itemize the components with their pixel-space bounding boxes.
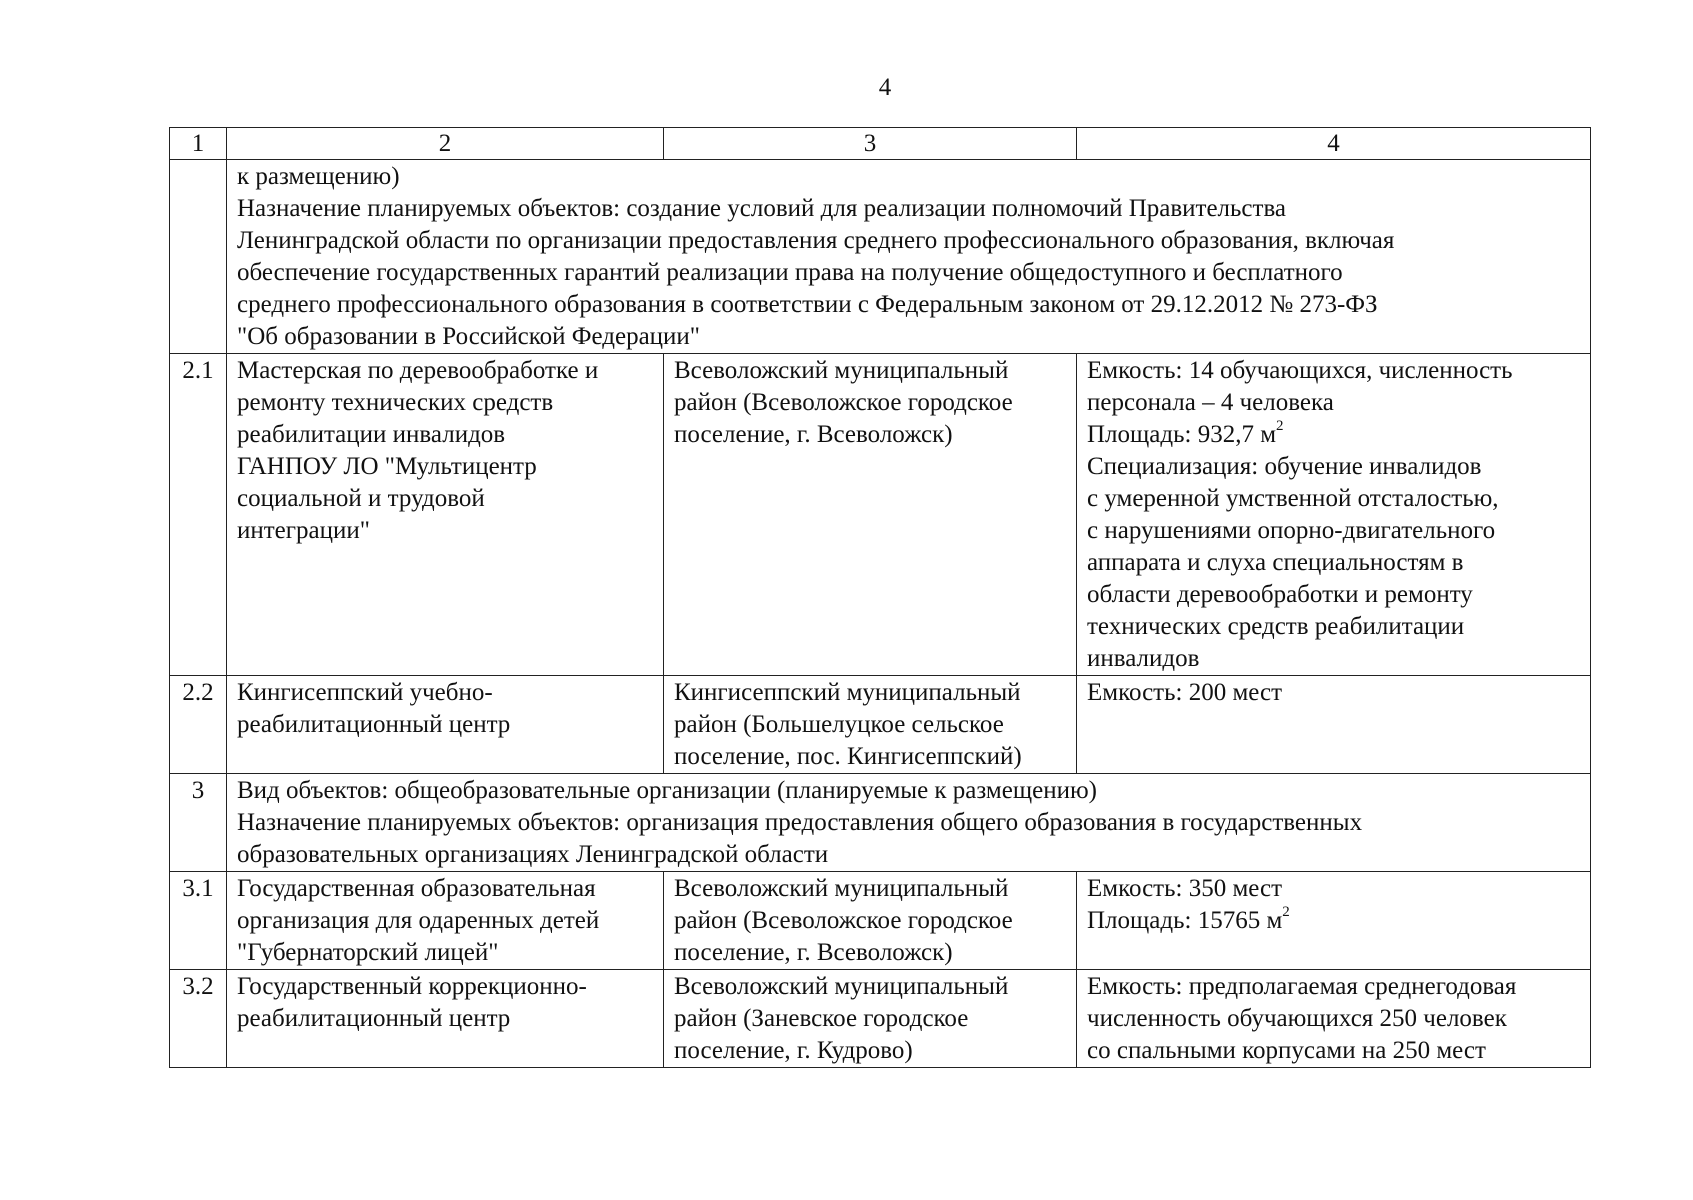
table-header-row: [170, 128, 1591, 160]
row-number: 3: [170, 774, 227, 872]
location-cell: [664, 872, 1077, 970]
area-superscript: 2: [1282, 904, 1290, 920]
text-line: социальной и трудовой: [237, 485, 485, 512]
capacity-text: Емкость: 14 обучающихся, численность: [1087, 357, 1513, 384]
table-row-2-2: [170, 676, 1591, 774]
text-line: Государственный коррекционно-: [237, 973, 587, 1000]
text-line: Кингисеппский муниципальный: [674, 679, 1021, 706]
text-line: инвалидов: [1087, 645, 1200, 672]
text-line: "Губернаторский лицей": [237, 939, 499, 966]
text-line: реабилитационный центр: [237, 1005, 511, 1032]
section-row-3: [170, 774, 1591, 872]
column-number-2: 2: [227, 128, 664, 160]
location-cell: [664, 354, 1077, 676]
location-cell: [664, 676, 1077, 774]
text-line: интеграции": [237, 517, 370, 544]
area-superscript: 2: [1276, 418, 1284, 434]
text-line: аппарата и слуха специальностям в: [1087, 549, 1464, 576]
table-row-3-1: [170, 872, 1591, 970]
text-line: Назначение планируемых объектов: создание условий для реализации полномочий Правительства: [237, 195, 1287, 222]
text-line: ремонту технических средств: [237, 389, 554, 416]
area-text: Площадь: 932,7 м: [1087, 421, 1277, 448]
column-number-1: 1: [170, 128, 227, 160]
text-line: район (Всеволожское городское: [674, 907, 1013, 934]
text-line: район (Большелуцкое сельское: [674, 711, 1004, 738]
text-line: с умеренной умственной отсталостью,: [1087, 485, 1499, 512]
text-line: Всеволожский муниципальный: [674, 357, 1009, 384]
staff-text: персонала – 4 человека: [1087, 389, 1334, 416]
text-line: образовательных организациях Ленинградской области: [237, 841, 829, 868]
text-line: к размещению): [237, 163, 400, 190]
text-line: Емкость: предполагаемая среднегодовая: [1087, 973, 1517, 1000]
area-line: [1087, 905, 1580, 937]
capacity-text: Емкость: 350 мест: [1087, 875, 1283, 902]
table-row-2-1: [170, 354, 1591, 676]
area-line: [1087, 419, 1580, 451]
text-line: численность обучающихся 250 человек: [1087, 1005, 1507, 1032]
text-line: Государственная образовательная: [237, 875, 596, 902]
text-line: со спальными корпусами на 250 мест: [1087, 1037, 1486, 1064]
objects-table: [169, 127, 1591, 1068]
row-number: 3.2: [170, 970, 227, 1068]
text-line: Кингисеппский учебно-: [237, 679, 493, 706]
text-line: район (Всеволожское городское: [674, 389, 1013, 416]
text-line: Ленинградской области по организации предоставления среднего профессионального образования, включая: [237, 227, 1395, 254]
text-line: области деревообработки и ремонту: [1087, 581, 1473, 608]
text-line: Специализация: обучение инвалидов: [1087, 453, 1482, 480]
row-number: 2.1: [170, 354, 227, 676]
area-text: Площадь: 15765 м: [1087, 907, 1283, 934]
parameters-cell: [1077, 676, 1591, 774]
text-line: Мастерская по деревообработке и: [237, 357, 599, 384]
object-name-cell: [227, 354, 664, 676]
parameters-cell: [1077, 970, 1591, 1068]
text-line: район (Заневское городское: [674, 1005, 969, 1032]
text-line: Вид объектов: общеобразовательные организации (планируемые к размещению): [237, 777, 1097, 804]
object-name-cell: [227, 676, 664, 774]
section-text-cell: [227, 774, 1591, 872]
text-line: поселение, г. Всеволожск): [674, 421, 953, 448]
continuation-text-cell: [227, 160, 1591, 354]
text-line: технических средств реабилитации: [1087, 613, 1465, 640]
table-row-3-2: [170, 970, 1591, 1068]
row-number: 3.1: [170, 872, 227, 970]
row-number: 2.2: [170, 676, 227, 774]
parameters-cell: [1077, 354, 1591, 676]
continuation-row: [170, 160, 1591, 354]
object-name-cell: [227, 872, 664, 970]
text-line: Назначение планируемых объектов: организация предоставления общего образования в государственных: [237, 809, 1363, 836]
page-number: 4: [878, 74, 892, 101]
column-number-4: 4: [1077, 128, 1591, 160]
text-line: поселение, г. Всеволожск): [674, 939, 953, 966]
column-number-3: 3: [664, 128, 1077, 160]
text-line: Всеволожский муниципальный: [674, 875, 1009, 902]
row-number-cell: [170, 160, 227, 354]
parameters-cell: [1077, 872, 1591, 970]
capacity-text: Емкость: 200 мест: [1087, 679, 1283, 706]
text-line: "Об образовании в Российской Федерации": [237, 323, 701, 350]
text-line: обеспечение государственных гарантий реализации права на получение общедоступного и бесплатного: [237, 259, 1343, 286]
location-cell: [664, 970, 1077, 1068]
text-line: Всеволожский муниципальный: [674, 973, 1009, 1000]
text-line: с нарушениями опорно-двигательного: [1087, 517, 1496, 544]
object-name-cell: [227, 970, 664, 1068]
text-line: среднего профессионального образования в соответствии с Федеральным законом от 29.12.2012 № 273-ФЗ: [237, 291, 1378, 318]
text-line: реабилитационный центр: [237, 711, 511, 738]
text-line: реабилитации инвалидов: [237, 421, 506, 448]
text-line: ГАНПОУ ЛО "Мультицентр: [237, 453, 537, 480]
text-line: поселение, пос. Кингисеппский): [674, 743, 1022, 770]
text-line: организация для одаренных детей: [237, 907, 600, 934]
text-line: поселение, г. Кудрово): [674, 1037, 913, 1064]
